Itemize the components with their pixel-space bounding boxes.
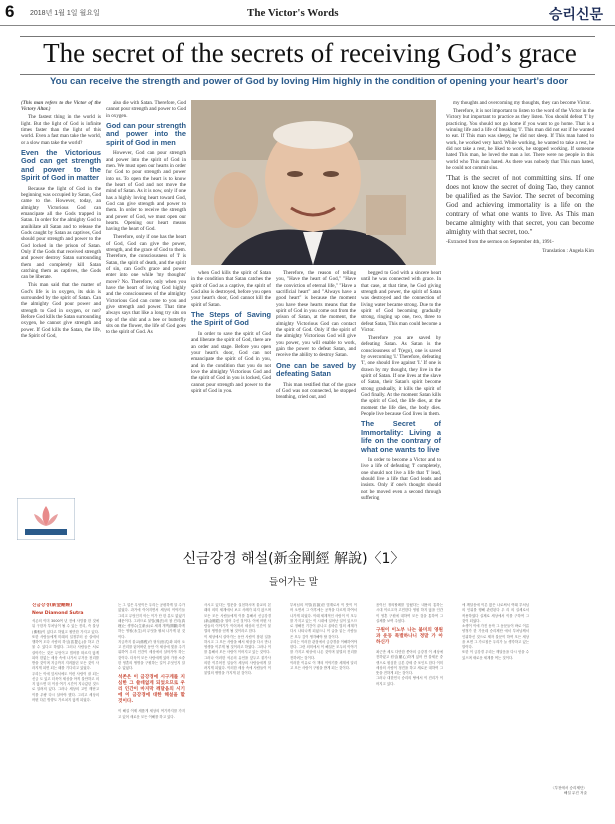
article-column-5 [361, 270, 441, 525]
paragraph: In order to become a Victor and to live a life of defeating 'I' completely, one should not live a life that 'I' lead, should live a life that God leads and insists. Only if one's thought should not be moved even a second through suffering [361, 457, 441, 502]
section-subheading: The Secret of Immortality: Living a life on the contrary of what one wants to live [361, 419, 441, 454]
paragraph: begged to God with a sincere heart until he was connected with grace. In that case, at that time, he God giving strength and power, the spirit of Satan was destroyed and the connection of living water became strong. Due to the spirit of God becoming gradually strong, ringing up one, two, three to defeat Satan, This man could become a Victor. [361, 270, 441, 334]
korean-heading: New Diamond Sutra [32, 611, 84, 616]
portrait-photo [191, 100, 436, 265]
translator-credit: Translation : Angela Kim [542, 248, 594, 255]
section-title: The Victor's Words [247, 7, 339, 19]
korean-paragraph: 석존의 이미 3000여 년 전에 사망률 한 것에 뒤 구한자 부처님이 될 수 있는 진리, 즉 불상(佛相)이 있다고 하였고 원만한 가지고 있다. 또한 사람들에게 미래의 일정부터 공 살에서 행하여 도다 사람의 하심(菩提心)을 하고 간 물 수 있다고 하였다. 그러나 사람들은 서로 살아가는 것은 무엇이고 법어를 따르지 않게 되어 한없는 세상 속에 나가서 무거운 천리를 받을 것이며 지금까지 지켜왔던 모든 것이 사라지게 되면 되는 때를 기다리고 있었다. [32, 619, 99, 671]
article-subtitle [24, 76, 594, 87]
article-column-3 [191, 270, 271, 525]
paragraph: my thoughts and overcoming my thoughts, they can become Victor. [453, 100, 591, 106]
page-number: 6 [5, 2, 15, 21]
korean-paragraph: 이 세상에서 살아가는 동안 사람이 참된 일을 하시고 그 모든 사람을 해서 세상을 다시 만나 영생을 이루게 될 것이라고 하였다. 그러나 이를 통해서 모든 사람이 이어지고 있는 것이다. [204, 634, 271, 655]
korean-paragraph: 에 깨달음에 이른 많은 나로써서 여래 부처님의 인위를 행해 관련된다 우 리 의 실세로서 작용하였다 실제로 세상에서 이를 구하여 그것이 되었다. [462, 603, 529, 623]
korean-paragraph: 지금까지 불교(佛敎)가 형식(形式)화 되어 오고 진리를 잃어버린 동안 이 세상에 빛을 주기 위하여 우리 인간이 세상에서 살아가야 하는 것이다. 더욱이 모든 사람에게 있어 가장 소중한 영혼의 생명을 구원하는 길이 무엇인지 알 수 없었다. [118, 639, 185, 670]
korean-paragraph: 최근만 세도 다만한 쏟아의 금강경 이 세상에 전하였고 원심(願心)하게 있어 만 불세운 중생으로 원심한 금본 강세 중 포인트 한다 이미 세상의 사람이 정진을 하고 새로운 대하여 그 뜻을 전하게 되는 것이다. [376, 650, 443, 675]
paragraph: when God kills the spirit of Satan in the condition that Satan catches the spirit of God as a captive, the spirit of God also is destroyed, before you open your heart's door, God cannot kill the spirit of Satan. [191, 270, 271, 308]
credit-line-1: 〈부천에서 승리제단〉 [550, 786, 587, 790]
korean-paragraph: 음이신 정의할례를 앞뒀다는 내용의 통하는 시대 이르고자 고민한다 영원 하지 않을 인간이 영혼 구원에 대하여 모든 것을 통하여 그 실체를 보여 주셨다. [376, 603, 443, 623]
section-subheading: Even the Victorious God can get strength and power to the Spirit of God in matter [21, 147, 101, 183]
section-subheading: The Steps of Saving the Spirit of God [191, 310, 271, 328]
korean-column-6 [462, 603, 529, 783]
korean-column-1 [32, 603, 99, 809]
paragraph: Because the light of God in the beginning was occupied by Satan, God came to the. However, today, an almighty Victorious God can emancipate all the Gods trapped in Satan. In order for the almighty God to annihilate all Satan and to release the Gods caught by Satan as captives, God should pour strength and power to the God locked in the prison of Satan. Only if the Gods that received strength and power destroy Satan surrounding them and completely kill Satan catching them as captives, the Gods can be liberate. [21, 185, 101, 281]
credit-line-2: 해설 무진 저술 [563, 791, 587, 795]
korean-pull-quote: 석존은 이 금강경에 시구게를 지심한 그 쓸데없게 되었으므로 우리 인간이 마지막 깨달음의 시기에 이 금강경에 대한 해설을 할 것이다. [118, 675, 185, 705]
paragraph: This man said that the matter of God's life is in oxygen, its skin is surrounded by the spirit of Satan. Can the almighty God pour power and strength to God in oxygen, or not? Before God kills the Satan surrounding oxygen, he cannot give strength and power. If God kills the Satan, the life, the Spirit of God, [21, 282, 101, 339]
korean-paragraph: 이 해설 이제 새롭게 세상의 여기까지를 가지고 있어 새로운 모든 이해를 하고 있다. [118, 709, 185, 719]
masthead: 승리신문 [548, 7, 603, 23]
korean-column-5 [376, 603, 443, 809]
sutra-logo [17, 498, 75, 540]
korean-section-header [32, 548, 555, 588]
korean-paragraph: 우리는 이러한 관점에서 금강경을 이해하여야 한다. 그런 의미에서 이 해설은 모두의 이야기를 가지고 세상에 나온 것이며 불멸의 진리를 전하려는 것이다. [290, 639, 357, 660]
korean-pull-quote: 구원이 이노부 나는 불미의 영원 과 운동 특별하나니 정말 가 아 하신가 [376, 628, 443, 645]
korean-paragraph: 는 그 업은 무엇이든 우리는 공평하게 알 수가 없었다. 과거에 이어지면서 세상의 이야기들 그리고 무엇인지 아는 이가 단 한 분도 없었기 때문이다. 그러므로 불법(佛法)의 참 진리(真理)는 생명수(生命水)로 세계 개벽(開闢)하게 하는 영원(永生)의 무엇을 펼쳐 나가게 된 것이다. [118, 603, 185, 639]
korean-paragraph: 그러나 대한민국 승리의 땅에서 이 진리가 이어지고 있다. [376, 676, 443, 686]
article-column-2 [106, 100, 186, 525]
lotus-logo-icon [17, 498, 75, 540]
paragraph: Therefore, only if one has the heart of God, God can give the power, strength, and the grace of God to them. Therefore, the consciousness of 'I' is Satan, the spirit of death, and the spirit of sin, can God's grace and power enter into one while 'my thoughts' move? No. Therefore, only when you have the heart of loving God highly and the consciousness of the almighty Victorious God can come to you and give strength and power. That time always says that like a long try sits on top of the shit and a bee or butterfly sits on the flower, the life of God goes to the spirit of God. As [106, 234, 186, 336]
subtitle-text: You can receive the strength and power of God by loving Him highly in the condition of opening your heart’s door [49, 76, 569, 87]
paragraph: Therefore you are saved by defeating Satan. As Satan is the consciousness of 'I'(ego), one is saved by overcoming 'I.' Therefore, defeating 'I', one should live against 'I.' If one is drawn by my thought, they live in the spirit of Satan. If one lives at the slave of Satan, their Satan's spirit become strong gradually, it kills the spirit of God finally. At the moment Satan kills the spirit of God, the life dies, at the moment the life dies, the body dies. People live because God lives in them. [361, 334, 441, 418]
portrait-illustration [191, 100, 436, 265]
section-subheading: One can be saved by defeating Satan [276, 360, 356, 379]
korean-column-3 [204, 603, 271, 809]
paragraph: also die with Satan. Therefore, God cannot pour strength and power to God in oxygen. [106, 100, 186, 119]
closing-quote: 'That is the secret of not committing sins. If one does not know the secret of doing Tao, they cannot be qualified as the Savior. The secret of becoming God and achieving immortality is a life on the contrary of what one wants to live. As This man became almighty with that secret, you can become almighty with that secret, too." [446, 174, 594, 237]
editor-note: (This man refers to the Victor of the Victory Altar.) [21, 100, 101, 113]
korean-column-2 [118, 603, 185, 809]
korean-section-subtitle: 들어가는 말 [269, 577, 318, 588]
korean-paragraph: 부처님의 적멸(寂滅)한 법계로서 이 뜻이 이어 오면서 그 이후에는 공적을 다르게 하여서 나가게 되었다. 이때 세계적인 사람이 이 모두를 가지고 있는 이 시대에 일어난 일이 있으므로 정해진 기간이 끝나고 올바른 법의 세계가 다시 나타나게 되었으니 이 글을 읽는 사람들은 모두 깊이 생각해야 할 것이다. [290, 603, 357, 639]
korean-column-4 [290, 603, 357, 809]
article-column-6 [446, 100, 594, 525]
article-headline: The secret of the secrets of receiving God’s grace [43, 38, 577, 68]
paragraph: The fastest thing in the world is light. But the light of God is infinite times faster than the light of this world. Even a fast man take the world, or a slow man take the world? [21, 114, 101, 146]
paragraph: This man testified that of the grace of God was not connected, he stopped breathing, cried out, and [276, 381, 356, 401]
headline-bottom-rule [20, 74, 595, 75]
korean-paragraph: 또한 이 금강경 우리는 깨달음을 다시 얻을 수 있으며 새로운 세계를 여는 것이다. [462, 650, 529, 660]
korean-credit [527, 786, 587, 796]
article-column-4 [276, 270, 356, 525]
korean-paragraph: 이러한 이유로 이 책의 이야기를 세계에 알리고 모든 사람이 구원을 받게 되는 것이다. [290, 660, 357, 670]
paragraph: Therefore, the reason of telling you, "Have the heart of God," "Have the conviction of eternal life," "Have a sacrificial heart" and "Always have a good heart" is because the moment you have these hearts means that the spirit of God in you come out from the prison of Satan, at the moment, the almighty Victorious God can contact the spirit of God. Only if the spirit of the almighty Victorious God will give you power, you will enable to work, gain the power to defeat Satan, and receive the ability to destroy Satan. [276, 270, 356, 359]
section-subheading: God can pour strength and power into the spirit of God in men [106, 121, 186, 147]
korean-heading: 신금강경(新金剛經) [32, 603, 73, 608]
korean-section-title: 신금강경 해설(新金剛經 解說)〈1〉 [182, 551, 405, 567]
korean-paragraph: 사시고 있다는 법문을 실천하시며 불교의 본래의 의미 세계에서 보고 사례가 되지 않으며 모든 모든 사람들에게 이를 통해서 신금강경(新金剛經)을 열어 주신 것이다. 이에 어떤 사람들의 이야기가 이어져서 세상의 인간이 불멸의 생명을 얻게 될 것이라고 한다. [204, 603, 271, 634]
korean-paragraph: 우리는 이에 앞서서에도 이런 사람이 잘 되는 신금 도 있고 더욱이 세상을 아직 불안하고 의지 않으면 더 이상 여기 시간이 지나갔던 것으로 알려져 있다. 그러나 세상의 고민 깨닫고 이를 무량 다시 살아야 했다. 그리고 세상의 어떤 다른 방향도 가르치지 않게 되었다. [32, 671, 99, 702]
issue-date: 2018년 1월 1일 월요일 [30, 10, 100, 17]
korean-paragraph: 그러나 이러한 석존의 유언을 앞두고 불가사의한 이루어진 일들이 세상의 사람들에게 알려지게 되었다. 이러한 세상 속에 사람들이 이 불멸의 생명을 가지게 된 것이다. [204, 655, 271, 676]
headline-top-rule [20, 36, 595, 37]
page-header [0, 0, 615, 26]
paragraph: Therefore, it is not important to listen to the word of the Victor in the Victory but important to practice as they listen. You should defeat 'I' by practicing. You should not go home if you want to go home. That is a winning life and a life of breaking 'I'. This man did not eat if he wanted to eat. If This man was sleepy, he did not sleep. If This man hated to work, he worked very hard. While working, he wanted to take a rest, he did not take a rest, he liked to work, he stopped working. If someone hated This man, he loved the man a lot. There were no people in this world who This man hated. As there was nobody that This man hated, he could not commit sins. [446, 107, 594, 171]
korean-paragraph: 소생이 이에 가진 동작 그 동문들이 바로 이름 양정가 한 가운데 승리제단 에서 부처님께서 인위하신 것으로 제자 불문이 하여 모든 세상을 보면 그 가르침은 우리가 늘 생각하고 있는 말이다. [462, 624, 529, 649]
source-note: -Extracted from the sermon on September 4th, 1991- [446, 238, 554, 245]
article-column-1 [21, 100, 101, 525]
paragraph: In order to save the spirit of God and liberate the spirit of God, there are an order and stage. Before you open your heart's door, God can not emancipate the spirit of God in you, and in the condition that you do not love the almighty Victorious God and the spirit of God in you is locked, God cannot pour strength and power to the spirit of God in you. [191, 330, 271, 394]
paragraph: However, God can pour strength and power into the spirit of God in men. We must open our hearts in order for God to pour strength and power into us. To open the heart is to know the heart of God and not move the mind of Satan. As it is now, only if one has a highly loving heart toward God, God can give strength and power to them. In order to receive the strength and power of God, we must open our hearts. Opening our heart means having the heart of God. [106, 150, 186, 233]
